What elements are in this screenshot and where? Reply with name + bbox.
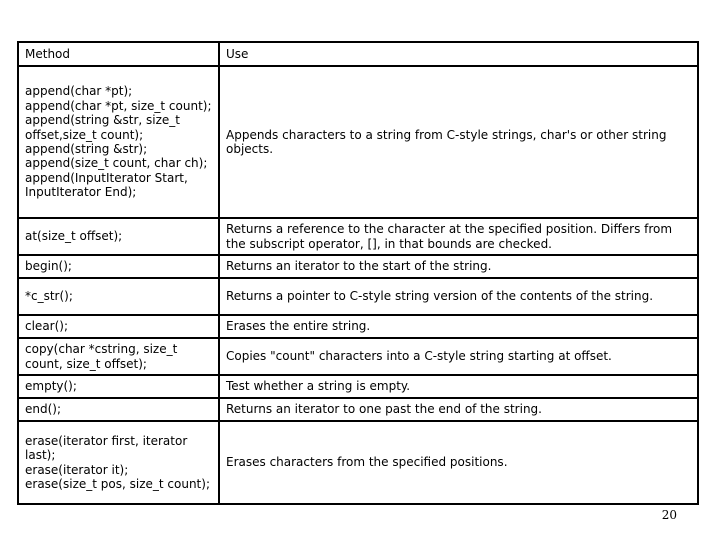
method-signature: append(string &str, size_t offset,size_t count); xyxy=(25,113,180,142)
method-signature: end(); xyxy=(25,402,62,417)
method-signature: copy(char *cstring, size_t count, size_t offset); xyxy=(25,342,178,371)
method-cell xyxy=(18,421,219,504)
method-signature: erase(iterator it); xyxy=(25,462,129,477)
use-cell: Appends characters to a string from C-style strings, char's or other string objects. xyxy=(219,66,698,218)
use-cell: Returns a reference to the character at the specified position. Differs from the subscript operator, [], in that bounds are checked. xyxy=(219,218,698,255)
method-signature: begin(); xyxy=(25,259,72,274)
method-signature: erase(iterator first, iterator last); xyxy=(25,433,188,463)
method-signature: append(string &str); xyxy=(25,142,148,156)
table-header-row xyxy=(18,42,698,66)
method-signature: *c_str(); xyxy=(25,289,73,304)
table-row xyxy=(18,255,698,278)
method-signature: append(char *pt, size_t count); xyxy=(25,98,212,113)
method-cell xyxy=(18,255,219,278)
table-row xyxy=(18,218,698,255)
method-signature: at(size_t offset); xyxy=(25,229,123,244)
use-cell: Returns an iterator to the start of the string. xyxy=(219,255,698,278)
string-methods-table xyxy=(17,41,699,505)
use-cell: Erases the entire string. xyxy=(219,315,698,338)
method-cell xyxy=(18,66,219,218)
method-cell xyxy=(18,338,219,375)
use-column-header: Use xyxy=(219,42,698,66)
method-cell xyxy=(18,278,219,315)
use-cell: Returns an iterator to one past the end of the string. xyxy=(219,398,698,421)
table-row xyxy=(18,278,698,315)
table-row xyxy=(18,375,698,398)
method-signature: clear(); xyxy=(25,319,69,334)
table-row xyxy=(18,421,698,504)
use-cell: Erases characters from the specified positions. xyxy=(219,421,698,504)
table-row xyxy=(18,338,698,375)
method-cell xyxy=(18,218,219,255)
table-row xyxy=(18,315,698,338)
method-cell xyxy=(18,315,219,338)
method-signature: append(InputIterator Start, InputIterator End); xyxy=(25,170,188,200)
method-signature: erase(size_t pos, size_t count); xyxy=(25,476,210,491)
method-cell xyxy=(18,398,219,421)
table-row xyxy=(18,398,698,421)
method-signature: empty(); xyxy=(25,379,77,394)
method-signature: append(size_t count, char ch); xyxy=(25,156,208,171)
method-column-header: Method xyxy=(18,42,219,66)
method-signature: append(char *pt); xyxy=(25,84,133,99)
use-cell: Test whether a string is empty. xyxy=(219,375,698,398)
use-cell: Returns a pointer to C-style string version of the contents of the string. xyxy=(219,278,698,315)
table-row xyxy=(18,66,698,218)
use-cell: Copies "count" characters into a C-style string starting at offset. xyxy=(219,338,698,375)
page-number: 20 xyxy=(661,508,677,522)
method-cell xyxy=(18,375,219,398)
